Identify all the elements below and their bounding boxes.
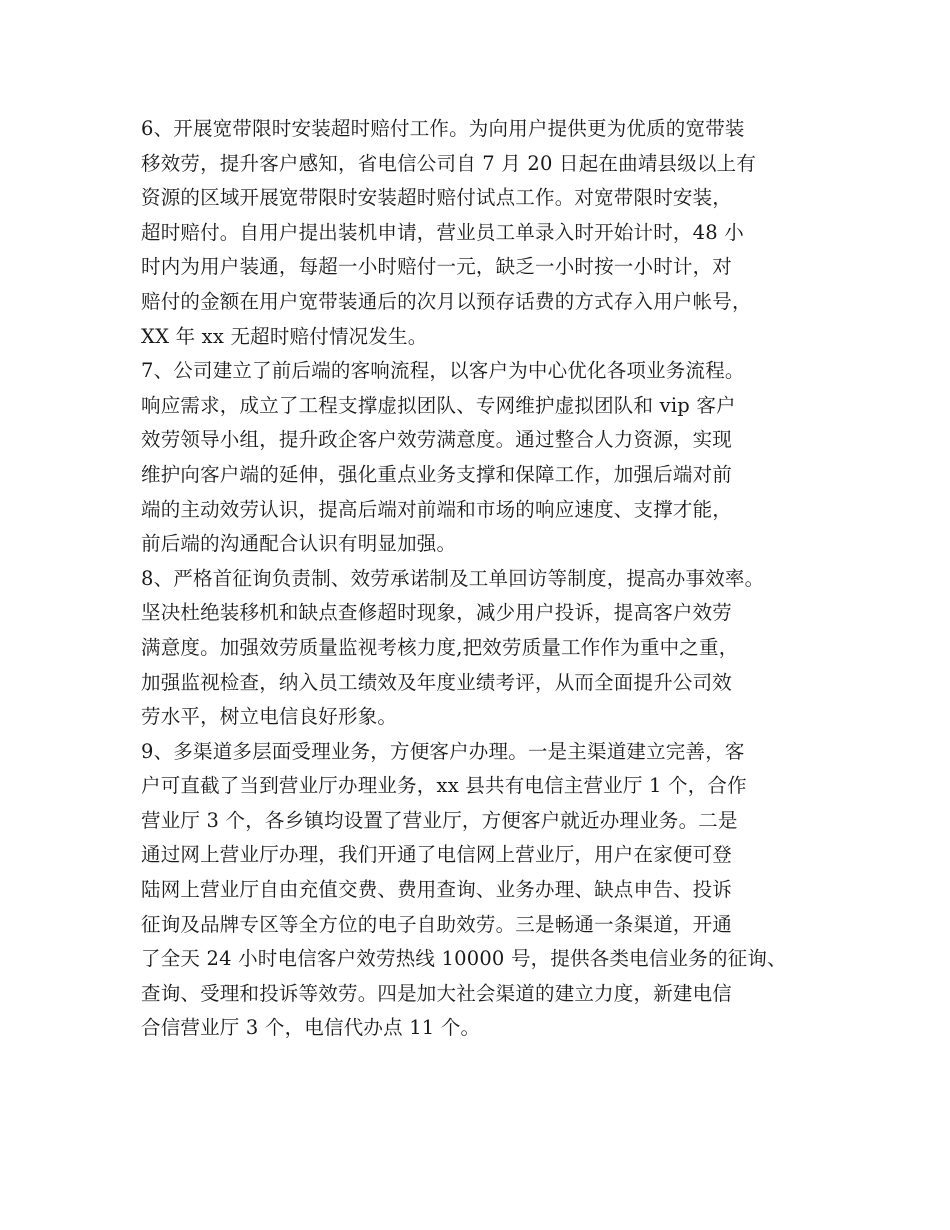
- text-line: 端的主动效劳认识，提高后端对前端和市场的响应速度、支撑才能，: [141, 497, 733, 521]
- text-line: 营业厅 3 个，各乡镇均设置了营业厅，方便客户就近办理业务。二是: [141, 808, 738, 832]
- text-line: 响应需求，成立了工程支撑虚拟团队、专网维护虚拟团队和 vip 客户: [141, 393, 736, 417]
- text-line: 陆网上营业厅自由充值交费、费用查询、业务办理、缺点申告、投诉: [141, 878, 733, 902]
- text-line: 通过网上营业厅办理，我们开通了电信网上营业厅，用户在家便可登: [141, 843, 733, 867]
- text-line: 8、严格首征询负责制、效劳承诺制及工单回访等制度，提高办事效率。: [141, 566, 765, 590]
- text-line: 征询及品牌专区等全方位的电子自助效劳。三是畅通一条渠道，开通: [141, 912, 733, 936]
- text-line: 时内为用户装通，每超一小时赔付一元，缺乏一小时按一小时计，对: [141, 255, 733, 279]
- text-line: 满意度。加强效劳质量监视考核力度,把效劳质量工作作为重中之重，: [141, 635, 739, 659]
- text-line: 赔付的金额在用户宽带装通后的次月以预存话费的方式存入用户帐号，: [141, 289, 752, 313]
- text-line: 加强监视检查，纳入员工绩效及年度业绩考评，从而全面提升公司效: [141, 670, 733, 694]
- text-line: 超时赔付。自用户提出装机申请，营业员工单录入时开始计时，48 小: [141, 220, 744, 244]
- text-line: 维护向客户端的延伸，强化重点业务支撑和保障工作，加强后端对前: [141, 462, 733, 486]
- text-line: XX 年 xx 无超时赔付情况发生。: [141, 324, 428, 348]
- text-line: 查询、受理和投诉等效劳。四是加大社会渠道的建立力度，新建电信: [141, 981, 733, 1005]
- text-line: 6、开展宽带限时安装超时赔付工作。为向用户提供更为优质的宽带装: [141, 117, 745, 140]
- document-body: [141, 112, 821, 1046]
- text-line: 7、公司建立了前后端的客响流程，以客户为中心优化各项业务流程。: [141, 359, 745, 383]
- text-line: 劳水平，树立电信良好形象。: [141, 705, 398, 729]
- text-line: 了全天 24 小时电信客户效劳热线 10000 号，提供各类电信业务的征询、: [141, 947, 787, 971]
- text-line: 坚决杜绝装移机和缺点查修超时现象，减少用户投诉，提高客户效劳: [141, 601, 733, 625]
- text-line: 前后端的沟通配合认识有明显加强。: [141, 532, 457, 556]
- text-line: 户可直截了当到营业厅办理业务，xx 县共有电信主营业厅 1 个，合作: [141, 774, 747, 798]
- text-line: 合信营业厅 3 个，电信代办点 11 个。: [141, 1016, 481, 1040]
- text-line: 资源的区域开展宽带限时安装超时赔付试点工作。对宽带限时安装，: [141, 186, 733, 210]
- text-line: 效劳领导小组，提升政企客户效劳满意度。通过整合人力资源，实现: [141, 428, 733, 452]
- text-line: 移效劳，提升客户感知，省电信公司自 7 月 20 日起在曲靖县级以上有: [141, 151, 757, 175]
- text-line: 9、多渠道多层面受理业务，方便客户办理。一是主渠道建立完善，客: [141, 739, 745, 763]
